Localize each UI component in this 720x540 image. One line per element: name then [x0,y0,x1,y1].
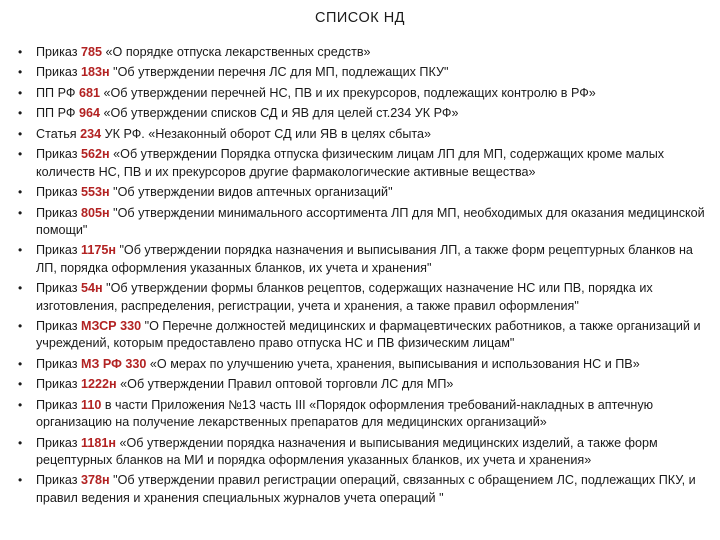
list-item [18,356,712,373]
item-doc-type: Приказ [36,281,82,296]
item-doc-title: "Об утверждении формы бланков рецептов, содержащих назначение НС или ПВ, порядка их изготовления, распределения, регистрации, учета и хранения, а также правил оформления" [36,281,653,313]
item-doc-title: «Об утверждении перечней НС, ПВ и их прекурсоров, подлежащих контролю в РФ» [99,85,596,100]
item-doc-type: Приказ [36,473,82,488]
item-doc-type: Статья [36,126,81,141]
item-doc-number: 805н [81,205,110,220]
item-doc-type: Приказ [36,435,82,450]
list-item [18,146,712,181]
list-item [18,376,712,393]
item-doc-title: «О порядке отпуска лекарственных средств» [102,45,371,59]
item-doc-title: "О Перечне должностей медицинских и фармацевтических работников, а также организаций и учреждений, которым предоставлено право отпуска НС и ПВ физическим лицам" [36,319,701,351]
list-item [18,242,712,277]
item-doc-number: 54н [81,281,103,296]
item-doc-number: 1181н [81,435,116,450]
item-doc-number: 553н [81,185,110,200]
item-doc-title: "Об утверждении минимального ассортимента ЛП для МП, необходимых для оказания медицинской помощи" [36,205,705,237]
item-doc-title: «Об утверждении списков СД и ЯВ для целей ст.234 УК РФ» [99,106,459,121]
item-doc-number: 110 [81,397,102,412]
item-doc-type: ПП РФ [36,106,79,121]
item-doc-number: 681 [78,85,100,100]
document-list [18,44,712,510]
item-doc-number: 562н [81,147,110,162]
list-item [18,85,712,102]
item-doc-title: «Об утверждении порядка назначения и выписывания медицинских изделий, а также форм рецептурных бланков на МИ и порядка оформления указанных бланков, их учета и хранения» [36,435,658,467]
item-doc-type: Приказ [36,356,82,371]
list-item [18,472,712,507]
page-title: СПИСОК НД [314,10,405,26]
item-doc-type: Приказ [36,243,82,258]
list-item [18,318,712,353]
list-item [18,184,712,201]
list-item [18,205,712,240]
item-doc-number: 234 [80,126,102,141]
item-doc-number: 1222н [81,377,117,392]
item-doc-title: УК РФ. «Незаконный оборот СД или ЯВ в целях сбыта» [101,126,432,141]
item-doc-type: Приказ [36,147,82,162]
item-doc-title: «Об утверждении Правил оптовой торговли ЛС для МП» [116,377,454,392]
list-item [18,280,712,315]
item-doc-number: 1175н [81,243,116,258]
item-doc-type: Приказ [36,205,82,220]
list-item [18,44,712,61]
list-item [18,126,712,143]
list-item [18,435,712,470]
item-doc-type: Приказ [36,185,82,200]
item-doc-type: Приказ [36,377,82,392]
item-doc-title: "Об утверждении порядка назначения и выписывания ЛП, а также форм рецептурных бланков на ЛП, порядка оформления указанных бланков, их учета и хранения" [36,243,693,275]
item-doc-number: 785 [81,45,103,59]
item-doc-type: Приказ [36,397,82,412]
item-doc-number: 964 [78,106,100,121]
item-doc-title: в части Приложения №13 часть III «Порядок оформления требований-накладных в аптечную организацию на получение лекарственных препаратов для медицинских организаций» [36,397,654,430]
item-doc-type: ПП РФ [36,85,79,100]
list-item [18,105,712,122]
item-doc-title: «О мерах по улучшению учета, хранения, выписывания и использования НС и ПВ» [146,356,640,371]
list-item [18,64,712,81]
item-doc-title: «Об утверждении Порядка отпуска физическим лицам ЛП для МП, содержащих кроме малых количеств НС, ПВ и их прекурсоров другие фармакологические активные вещества» [36,147,665,179]
item-doc-type: Приказ [36,319,82,334]
item-doc-number: 378н [81,473,110,488]
item-doc-number: МЗСР 330 [81,319,142,334]
item-doc-number: МЗ РФ 330 [81,356,147,371]
list-item [18,397,712,432]
item-doc-type: Приказ [36,45,82,59]
item-doc-title: "Об утверждении перечня ЛС для МП, подлежащих ПКУ" [109,65,449,80]
item-doc-title: "Об утверждении правил регистрации операций, связанных с обращением ЛС, подлежащих ПКУ, и правил ведения и хранения специальных журналов учета операций " [36,473,696,505]
item-doc-number: 183н [81,65,110,80]
item-doc-type: Приказ [36,65,82,80]
item-doc-title: "Об утверждении видов аптечных организаций" [109,185,393,200]
